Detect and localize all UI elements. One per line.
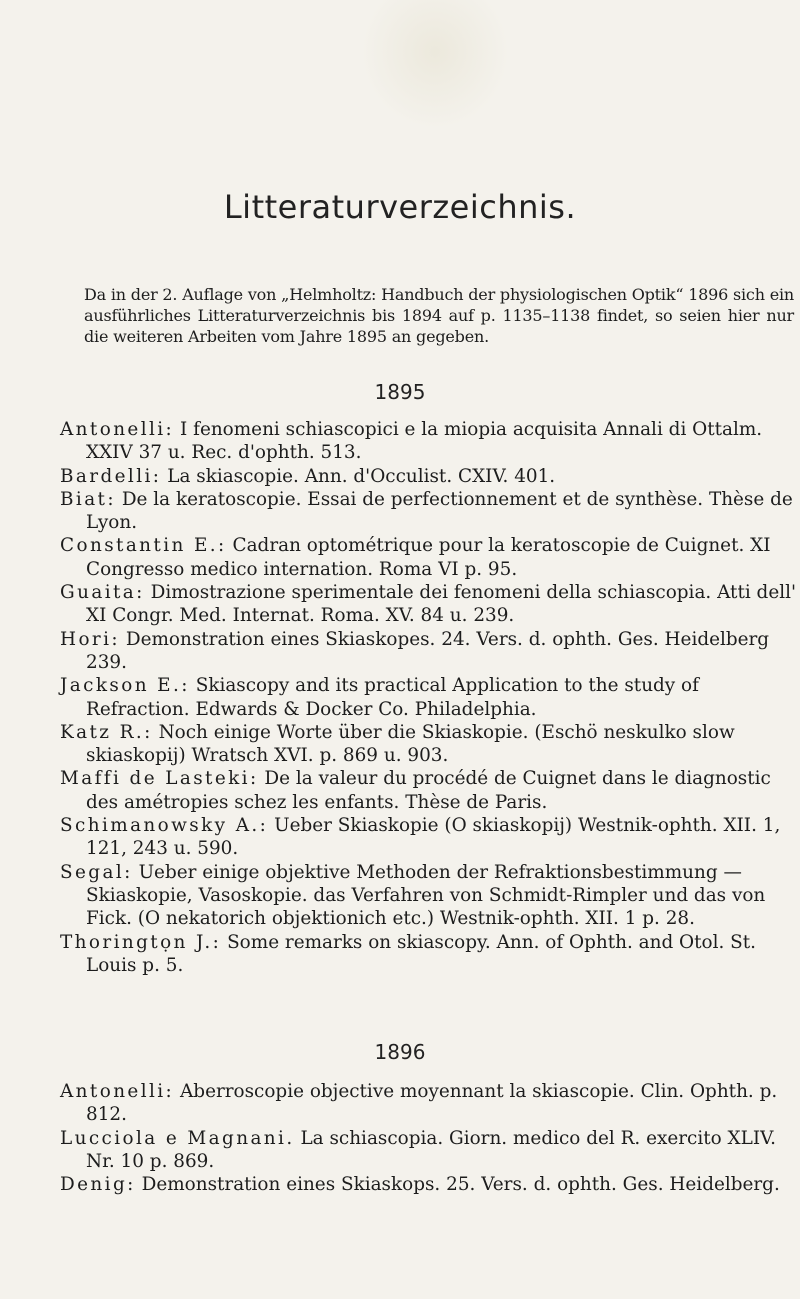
entry-author: Biat: <box>60 488 116 510</box>
bibliography-entry <box>60 674 798 721</box>
bibliography-entry <box>60 581 798 628</box>
paper-stain <box>360 0 510 130</box>
entry-author: Schimanowsky A.: <box>60 815 269 837</box>
entry-text: Ueber einige objektive Methoden der Refraktionsbestimmung — Skiaskopie, Vasoskopie. das Verfahren von Schmidt-Rimpler und das von Fick. (O nekatorich objektionich etc.) Westnik-ophth. XII. 1 p. 28. <box>86 861 766 930</box>
entry-text: La schiascopia. Giorn. medico del R. exercito XLIV. Nr. 10 p. 869. <box>86 1127 777 1172</box>
bibliography-entry <box>60 465 798 488</box>
bibliography-entry <box>60 488 798 535</box>
entry-author: Constantin E.: <box>60 535 227 557</box>
year-heading-1895: 1895 <box>374 380 426 404</box>
entry-author: Antonelli: <box>60 1081 175 1102</box>
entry-text: Aberroscopie objective moyennant la skiascopie. Clin. Ophth. p. 812. <box>86 1081 778 1126</box>
entry-author: Antonelli: <box>60 419 175 440</box>
bibliography-entry <box>60 1173 798 1196</box>
entry-author: Jackson E.: <box>60 675 190 697</box>
bibliography-entry <box>60 1080 798 1127</box>
bibliography-entry <box>60 814 798 861</box>
entry-author: Bardelli: <box>60 465 162 487</box>
bibliography-entry <box>60 767 798 814</box>
entry-text: Cadran optométrique pour la keratoscopie de Cuignet. XI Congresso medico internation. Roma VI p. 95. <box>86 535 771 580</box>
bibliography-entry <box>60 931 798 978</box>
entry-text: Some remarks on skiascopy. Ann. of Ophth. and Otol. St. Louis p. 5. <box>86 931 757 976</box>
entry-text: I fenomeni schiascopici e la miopia acquisita Annali di Ottalm. XXIV 37 u. Rec. d'ophth. 513. <box>86 419 763 464</box>
entry-text: Ueber Skiaskopie (O skiaskopij) Westnik-ophth. XII. 1, 121, 243 u. 590. <box>86 815 781 860</box>
bibliography-entry <box>60 418 798 465</box>
entry-author: Maffi de Lasteki: <box>60 768 259 790</box>
entry-text: La skiascopie. Ann. d'Occulist. CXIV. 401. <box>167 465 556 487</box>
bibliography-entry <box>60 628 798 675</box>
intro-paragraph: Da in der 2. Auflage von „Helmholtz: Handbuch der physiologischen Optik“ 1896 sich ein ausführliches Litteraturverzeichnis bis 1894 auf p. 1135–1138 findet, so seien hier nur die weiteren Arbeiten vom Jahre 1895 an gegeben. <box>84 285 794 346</box>
entries-1896 <box>60 1080 798 1196</box>
page-title: Litteraturverzeichnis. <box>223 188 577 226</box>
entry-author: Denig: <box>60 1174 136 1196</box>
entry-author: Thoringtọn J.: <box>60 931 222 953</box>
entry-text: Demonstration eines Skiaskopes. 24. Vers. d. ophth. Ges. Heidelberg 239. <box>86 628 770 673</box>
entry-author: Hori: <box>60 628 120 650</box>
entry-author: Guaita: <box>60 582 145 604</box>
bibliography-entry <box>60 861 798 931</box>
entry-author: Katz R.: <box>60 721 153 743</box>
entry-author: Segal: <box>60 861 133 883</box>
year-heading-1896: 1896 <box>374 1040 426 1064</box>
entry-text: Demonstration eines Skiaskops. 25. Vers. d. ophth. Ges. Heidelberg. <box>141 1174 780 1196</box>
bibliography-entry <box>60 534 798 581</box>
entry-author: Lucciola e Magnani. <box>60 1127 295 1149</box>
bibliography-entry <box>60 721 798 768</box>
entries-1895 <box>60 418 798 977</box>
bibliography-entry <box>60 1127 798 1174</box>
entry-text: De la keratoscopie. Essai de perfectionnement et de synthèse. Thèse de Lyon. <box>86 488 793 534</box>
entry-text: Noch einige Worte über die Skiaskopie. (Eschö neskulko slow skiaskopij) Wratsch XVI. p. 869 u. 903. <box>86 721 735 767</box>
entry-text: Skiascopy and its practical Application to the study of Refraction. Edwards & Docker Co. Philadelphia. <box>86 675 699 720</box>
entry-text: De la valeur du procédé de Cuignet dans le diagnostic des amétropies schez les enfants. Thèse de Paris. <box>86 768 771 813</box>
entry-text: Dimostrazione sperimentale dei fenomeni della schiascopia. Atti dell' XI Congr. Med. Internat. Roma. XV. 84 u. 239. <box>86 582 797 627</box>
